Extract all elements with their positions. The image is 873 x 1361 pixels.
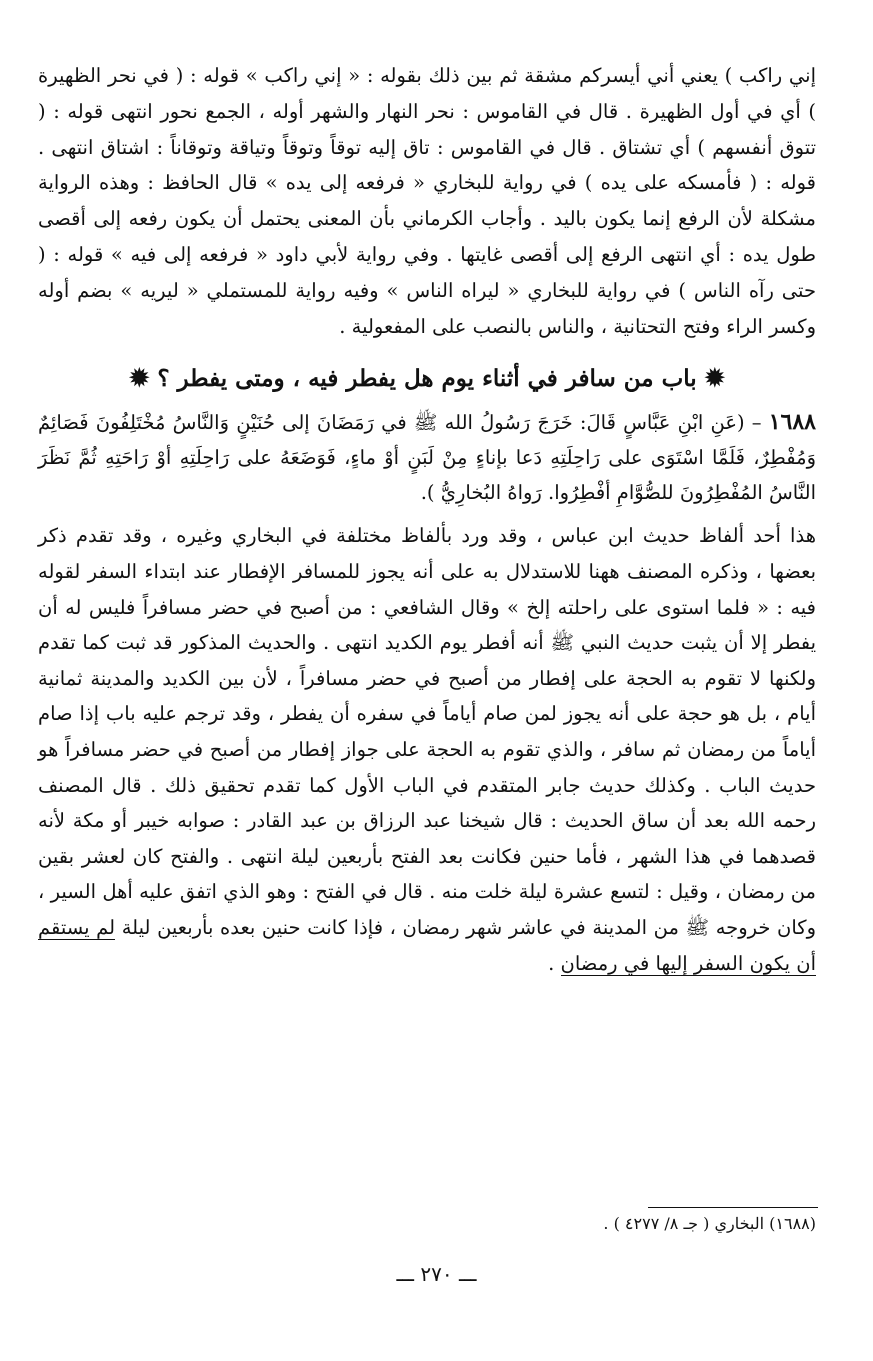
intro-line-6: يحتمل أن يكون رفعه إلى أقصى طول يده : أي انتهى الرفع إلى أقصى غايتها . وفي رواية: [38, 207, 816, 266]
hadith-block: [38, 405, 816, 510]
intro-line-3: انتهى قوله : ( تتوق أنفسهم ) أي تشتاق . قال في القاموس : تاق إليه توقاً وتوقاً وتياقة: [38, 99, 817, 159]
page-body: [38, 58, 816, 981]
commentary-underlined-text: لم يستقم أن يكون السفر إليها في رمضان: [38, 915, 816, 975]
commentary-end: .: [548, 951, 561, 975]
star-ornament-left: ✹: [129, 363, 150, 393]
commentary-paragraph: [38, 518, 816, 981]
intro-line-9: على المفعولية .: [339, 314, 467, 338]
hadith-text: – (عَنِ ابْنِ عَبَّاسٍ قَالَ: خَرَجَ رَسُولُ الله ﷺ في رَمَضَانَ إلى حُنَيْنٍ وَالنَّاسُ مُخْتَلِفُونَ فَصَائِمٌ وَمُفْطِرٌ، فَلَمَّا اسْتَوَى على رَاحِلَتِهِ دَعا بإناءٍ مِنْ لَبَنٍ أوْ ماءٍ، فَوَضَعَهُ على رَاحِلَتِهِ أوْ رَاحَتِهِ ثُمَّ نَظَرَ النَّاسُ المُفْطِرُونَ للصُّوَّامِ أفْطِرُوا. رَواهُ البُخارِيُّ ).: [38, 411, 816, 505]
chapter-heading: [38, 358, 816, 399]
intro-line-7: لأبي داود « فرفعه إلى فيه » قوله : ( حتى رآه الناس ) في رواية للبخاري « ليراه الناس »: [38, 242, 816, 302]
intro-line-1: إني راكب ) يعني أني أيسركم مشقة ثم بين ذلك بقوله : « إني راكب » قوله : ( في نحر: [107, 64, 816, 87]
page-number: ـــ ٢٧٠ ـــ: [396, 1262, 477, 1286]
star-ornament-right: ✹: [704, 363, 725, 393]
commentary-last-line-plain: حنين بعده بأربعين ليلة: [121, 915, 301, 939]
footnote: (١٦٨٨) البخاري ( جـ ٨/ ٤٢٧٧ ) .: [603, 1214, 816, 1233]
chapter-heading-text: باب من سافر في أثناء يوم هل يفطر فيه ، ومتى يفطر ؟: [157, 365, 697, 393]
commentary-text: هذا أحد ألفاظ حديث ابن عباس ، وقد ورد بألفاظ مختلفة في البخاري وغيره ، وقد تقدم ذكر بعضها ، وذكره المصنف ههنا للاستدلال به على أنه يجوز للمسافر الإفطار عند ابتداء السفر لقوله فيه : « فلما استوى على راحلته إلخ » وقال الشافعي : من أصبح في حضر مسافراً فليس له أن يفطر إلا أن يثبت حديث النبي ﷺ أنه أفطر يوم الكديد انتهى . والحديث المذكور قد ثبت كما تقدم ولكنها لا تقوم به الحجة على إفطار من أصبح في حضر مسافراً ، لأن بين الكديد والمدينة ثمانية أيام ، بل هو حجة على أنه يجوز لمن صام أياماً في سفره أن يفطر ، وقد ترجم عليه باب إذا صام أياماً من رمضان ثم سافر ، والذي تقوم به الحجة على جواز إفطار من أصبح في حضر مسافراً هو حديث الباب . وكذلك حديث جابر المتقدم في الباب الأول كما تقدم تحقيق ذلك . قال المصنف رحمه الله بعد أن ساق الحديث : قال شيخنا عبد الرزاق بن عبد القادر : صوابه خيبر أو مكة لأنه قصدهما في هذا الشهر ، فأما حنين فكانت بعد الفتح بأربعين ليلة انتهى . والفتح كان لعشر بقين من رمضان ، وقيل : لتسع عشرة ليلة خلت منه . قال في الفتح : وهو الذي اتفق عليه أهل السير ، وكان خروجه ﷺ من المدينة في عاشر شهر رمضان ، فإذا كانت: [38, 524, 817, 939]
intro-line-4: وتوقاناً : اشتاق انتهى . قوله : ( فأمسكه على يده ) في رواية للبخاري « فرفعه إلى يده »: [38, 135, 816, 195]
footnote-divider: [648, 1207, 818, 1208]
hadith-number: ١٦٨٨: [768, 409, 816, 436]
intro-paragraph: [38, 58, 816, 344]
intro-line-2: الظهيرة ) أي في أول الظهيرة . قال في القاموس : نحر النهار والشهر أوله ، الجمع نحور: [38, 64, 816, 123]
intro-line-5: قال الحافظ : وهذه الرواية مشكلة لأن الرفع إنما يكون باليد . وأجاب الكرماني بأن المعنى: [38, 171, 816, 231]
intro-line-8: وفيه رواية للمستملي « ليريه » بضم أوله وكسر الراء وفتح التحتانية ، والناس بالنصب: [38, 278, 816, 338]
